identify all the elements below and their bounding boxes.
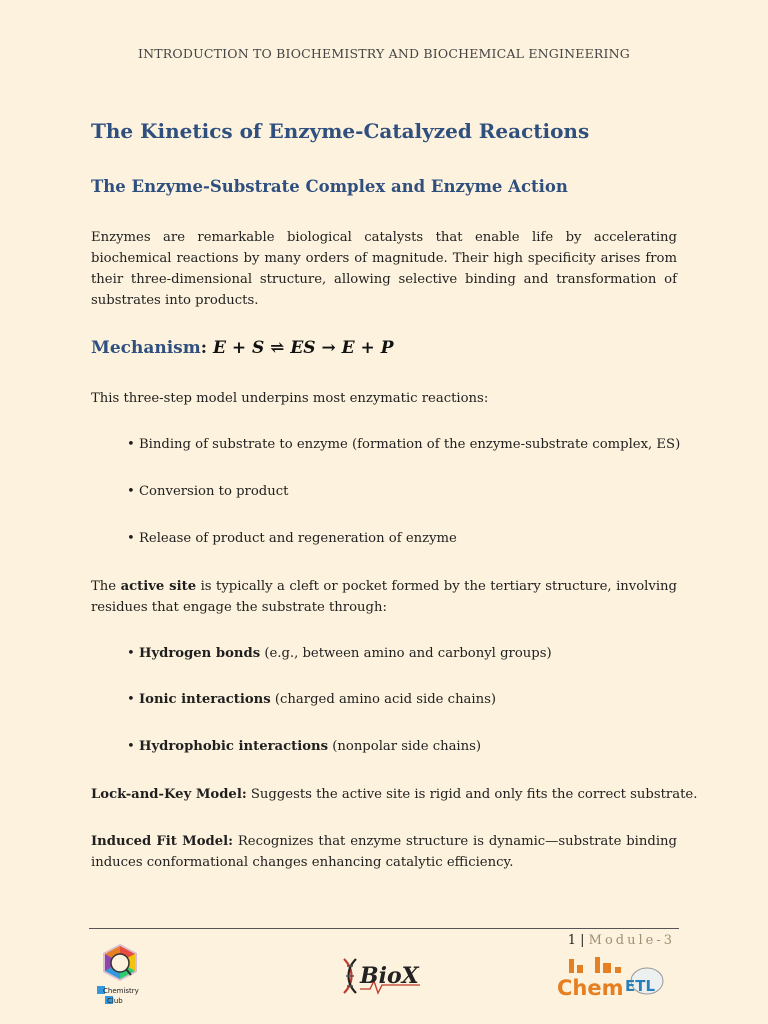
interaction-desc: (e.g., between amino and carbonyl groups) <box>260 646 552 661</box>
induced-fit-paragraph <box>91 831 677 873</box>
interaction-item-hydrogen <box>127 646 552 661</box>
module-label: Module-3 <box>588 933 675 948</box>
active-site-rest: is typically a cleft or pocket formed by the tertiary structure, involving residues that engage the substrate through: <box>91 579 677 615</box>
induced-fit-desc: Recognizes that enzyme structure is dynamic—substrate binding induces conformational changes enhancing catalytic efficiency. <box>91 834 677 870</box>
interaction-item-hydrophobic <box>127 739 481 754</box>
logo-text: BioX <box>360 963 419 989</box>
footer-divider <box>89 928 679 929</box>
interaction-item-ionic <box>127 692 496 707</box>
active-site-term: active site <box>120 579 197 594</box>
model-intro: This three-step model underpins most enzymatic reactions: <box>91 391 489 406</box>
section-heading: The Enzyme-Substrate Complex and Enzyme Action <box>91 177 568 196</box>
interaction-bullet: • <box>127 739 139 754</box>
logo-text-chem: Chem <box>557 976 624 1000</box>
intro-paragraph: Enzymes are remarkable biological catalysts that enable life by accelerating biochemical reactions by many orders of magnitude. Their high specificity arises from their three-dimensional structure, allowing selective binding and transformation of substrates into products. <box>91 230 677 308</box>
mechanism-label: Mechanism <box>91 338 201 358</box>
mechanism-colon: : <box>200 338 213 358</box>
page-title: The Kinetics of Enzyme-Catalyzed Reactions <box>91 119 590 143</box>
biox-logo <box>340 955 424 997</box>
interaction-desc: (nonpolar side chains) <box>328 739 482 754</box>
lock-key-desc: Suggests the active site is rigid and only fits the correct substrate. <box>246 787 698 802</box>
mechanism-equation: E + S ⇌ ES → E + P <box>212 338 394 358</box>
interaction-term: Ionic interactions <box>138 692 271 707</box>
interaction-term: Hydrophobic interactions <box>138 739 329 754</box>
logo-text-line2: Club <box>107 997 123 1005</box>
chemetl-logo <box>555 955 667 1001</box>
interaction-bullet: • <box>127 646 139 661</box>
page-number-value: 1 <box>567 933 576 948</box>
interaction-bullet: • <box>127 692 139 707</box>
interaction-term: Hydrogen bonds <box>138 646 261 661</box>
lock-key-term: Lock-and-Key Model: <box>91 787 247 802</box>
running-header: INTRODUCTION TO BIOCHEMISTRY AND BIOCHEMICAL ENGINEERING <box>137 46 630 61</box>
active-site-prefix: The <box>91 579 121 594</box>
interaction-desc: (charged amino acid side chains) <box>270 692 497 707</box>
step-item-conversion: • Conversion to product <box>127 484 289 499</box>
step-item-release: • Release of product and regeneration of enzyme <box>127 531 457 546</box>
active-site-paragraph <box>91 576 677 618</box>
chemistry-club-logo <box>93 942 147 1006</box>
page-number <box>568 933 675 948</box>
step-item-binding: • Binding of substrate to enzyme (formation of the enzyme-substrate complex, ES) <box>127 437 681 452</box>
logo-text-line1: Chemistry <box>103 987 139 995</box>
lock-key-paragraph <box>91 787 697 802</box>
induced-fit-term: Induced Fit Model: <box>91 834 234 849</box>
logo-text-etl: ETL <box>625 977 656 995</box>
mechanism-heading <box>91 338 394 358</box>
page-number-separator: | <box>575 933 589 948</box>
